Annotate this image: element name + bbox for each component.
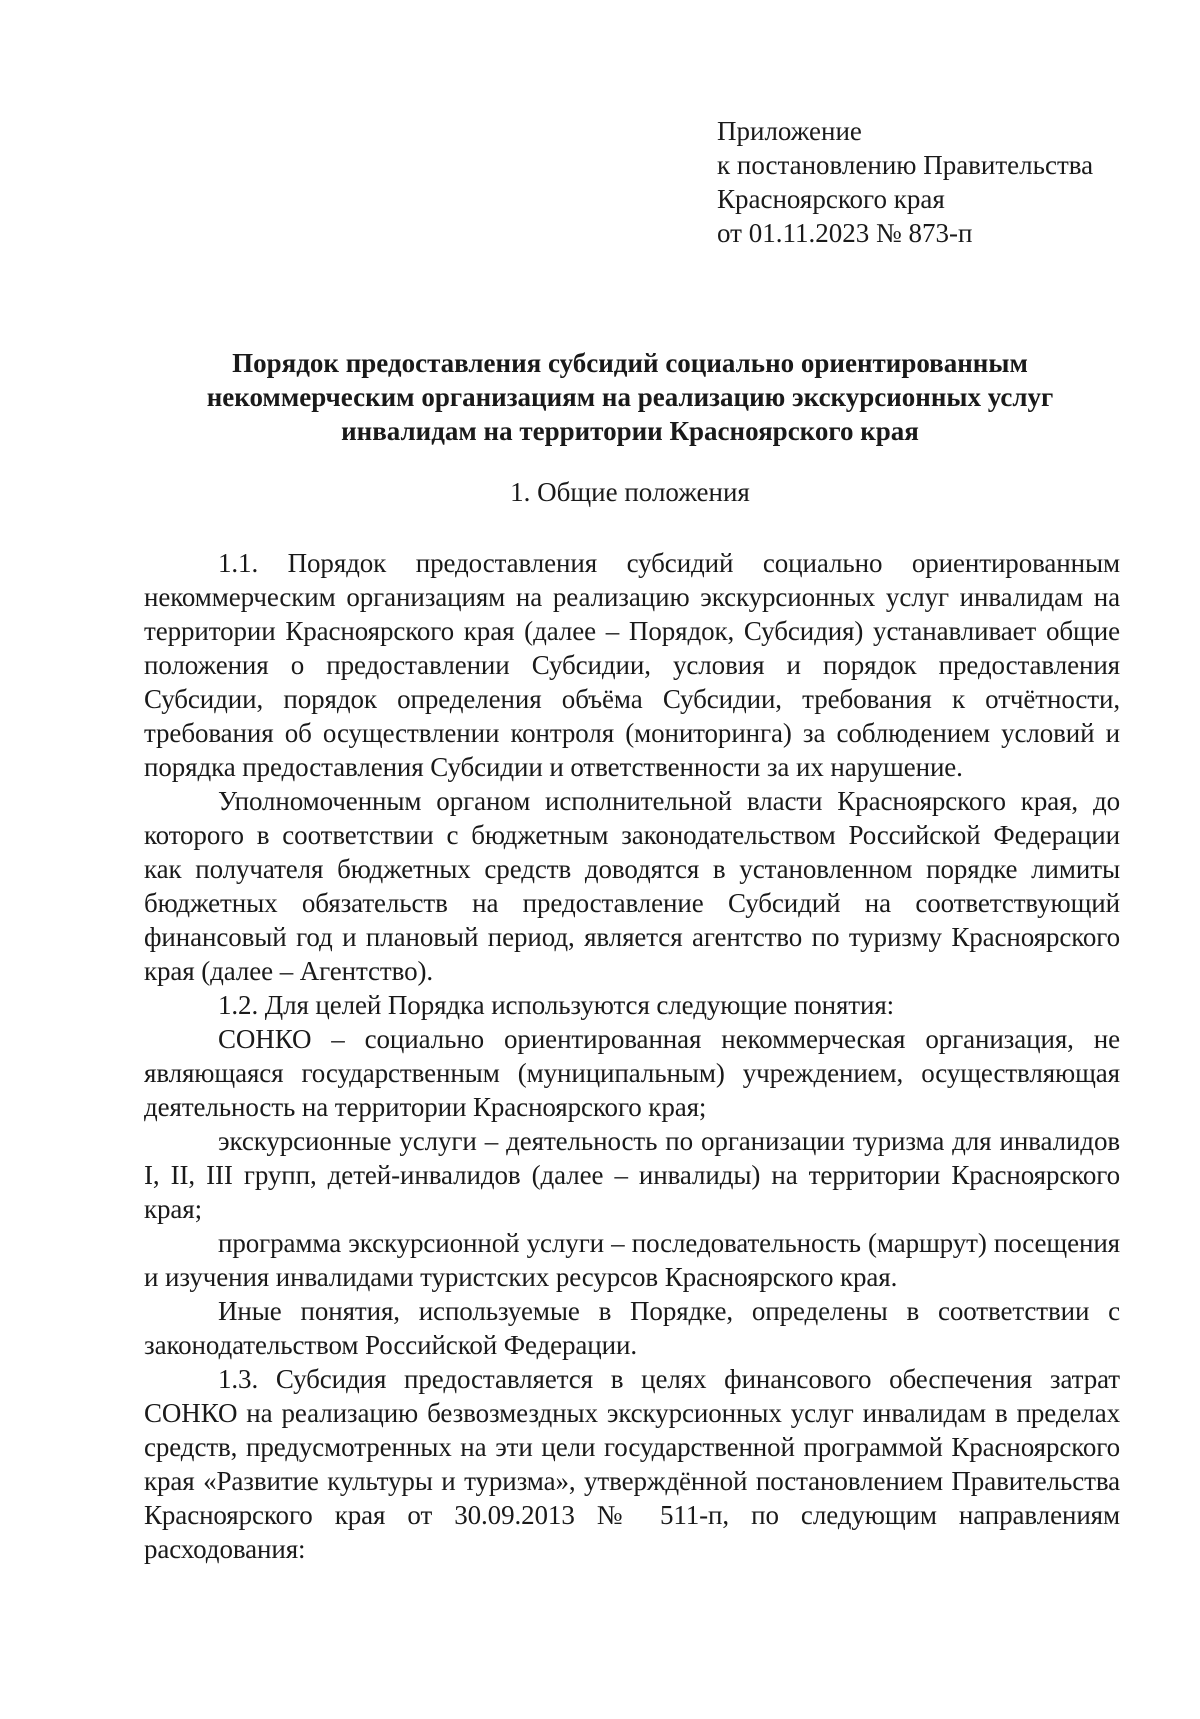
- definition-excursion-program: программа экскурсионной услуги – последовательность (маршрут) посещения и изучения инвалидами туристских ресурсов Красноярского края.: [144, 1228, 1120, 1292]
- definition-excursion-services: экскурсионные услуги – деятельность по организации туризма для инвалидов I, II, III групп, детей-инвалидов (далее – инвалиды) на территории Красноярского края;: [144, 1126, 1120, 1224]
- paragraph-other-terms: Иные понятия, используемые в Порядке, определены в соответствии с законодательством Российской Федерации.: [144, 1296, 1120, 1360]
- appendix-line-4: от 01.11.2023 № 873-п: [717, 218, 973, 248]
- document-title: [140, 346, 1120, 448]
- document-body: [144, 546, 1120, 1566]
- paragraph-1-3: 1.3. Субсидия предоставляется в целях финансового обеспечения затрат СОНКО на реализацию безвозмездных экскурсионных услуг инвалидам в пределах средств, предусмотренных на эти цели государственной программой Красноярского края «Развитие культуры и туризма», утверждённой постановлением Правительства Красноярского края от 30.09.2013 № 511-п, по следующим направлениям расходования:: [144, 1364, 1120, 1564]
- paragraph-authorized-body: Уполномоченным органом исполнительной власти Красноярского края, до которого в соответствии с бюджетным законодательством Российской Федерации как получателя бюджетных средств доводятся в установленном порядке лимиты бюджетных обязательств на предоставление Субсидий на соответствующий финансовый год и плановый период, является агентство по туризму Красноярского края (далее – Агентство).: [144, 786, 1120, 986]
- appendix-line-1: Приложение: [717, 116, 862, 146]
- section-heading: 1. Общие положения: [510, 477, 750, 507]
- title-line-3: инвалидам на территории Красноярского края: [341, 416, 919, 446]
- paragraph-1-1: 1.1. Порядок предоставления субсидий социально ориентированным некоммерческим организациям на реализацию экскурсионных услуг инвалидам на территории Красноярского края (далее – Порядок, Субсидия) устанавливает общие положения о предоставлении Субсидии, условия и порядок предоставления Субсидии, порядок определения объёма Субсидии, требования к отчётности, требования об осуществлении контроля (мониторинга) за соблюдением условий и порядка предоставления Субсидии и ответственности за их нарушение.: [144, 548, 1120, 782]
- paragraph-1-2: 1.2. Для целей Порядка используются следующие понятия:: [218, 990, 895, 1020]
- appendix-header: [717, 114, 1093, 250]
- appendix-line-2: к постановлению Правительства: [717, 150, 1094, 180]
- title-line-2: некоммерческим организациям на реализацию экскурсионных услуг: [206, 382, 1054, 412]
- appendix-line-3: Красноярского края: [717, 184, 945, 214]
- definition-sonko: СОНКО – социально ориентированная некоммерческая организация, не являющаяся государственным (муниципальным) учреждением, осуществляющая деятельность на территории Красноярского края;: [144, 1024, 1120, 1122]
- title-line-1: Порядок предоставления субсидий социально ориентированным: [232, 348, 1028, 378]
